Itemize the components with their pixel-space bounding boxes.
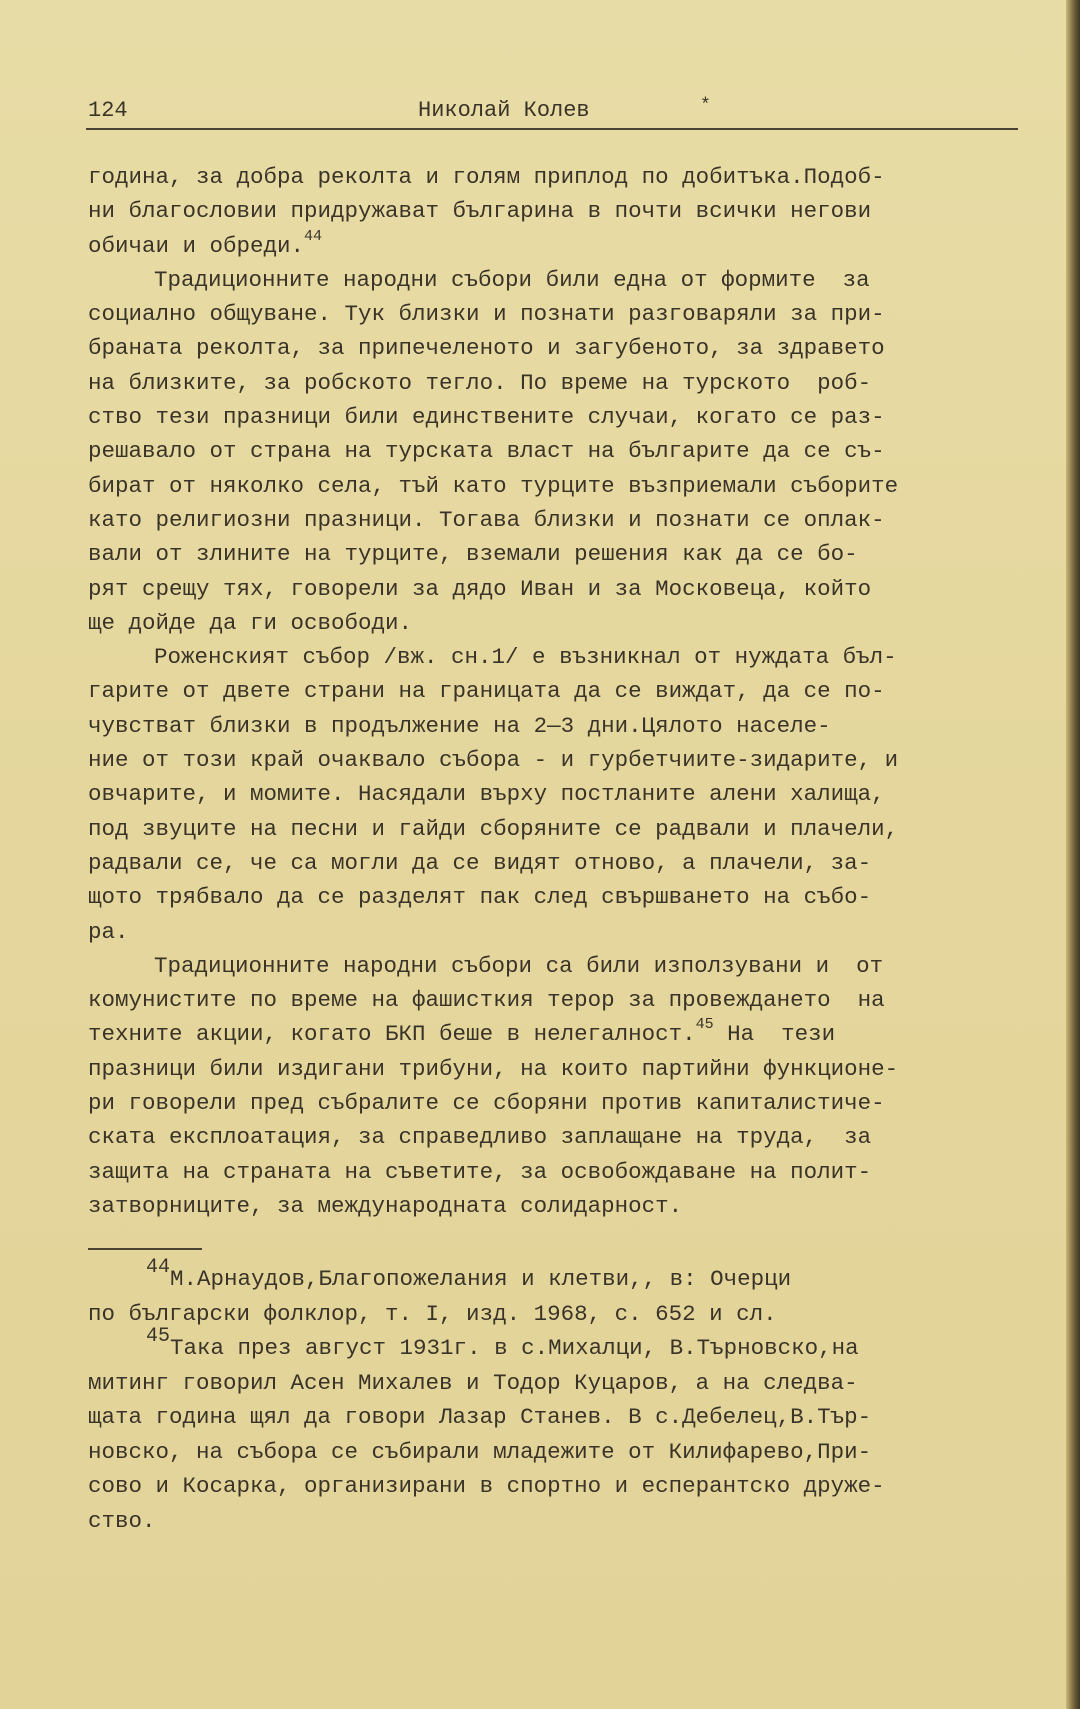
text-line [88, 297, 1030, 331]
page-edge-shadow [1066, 0, 1080, 1709]
line-text: техните акции, когато БКП беше в нелегалност. [88, 1021, 696, 1048]
footnote-text: митинг говорил Асен Михалев и Тодор Куцаров, а на следва- [88, 1369, 858, 1396]
line-text: рят срещу тях, говорели за дядо Иван и за Московеца, който [88, 575, 872, 602]
text-line [88, 1017, 1030, 1051]
header-rule [86, 128, 1018, 130]
text-line [88, 263, 1030, 297]
footnote-text: по български фолклор, т. I, изд. 1968, с. 652 и сл. [88, 1300, 777, 1327]
footnote-45 [88, 1325, 1030, 1538]
text-line [88, 400, 1030, 434]
header-mark: * [700, 96, 711, 116]
footnote-marker: 45 [146, 1325, 171, 1348]
text-line [88, 1086, 1030, 1120]
line-text: Традиционните народни събори са били използувани и от [154, 952, 884, 979]
text-line [88, 1155, 1030, 1189]
line-text: браната реколта, за припечеленото и загубеното, за здравето [88, 335, 885, 362]
footnote-line [88, 1504, 1030, 1539]
text-line [88, 949, 1030, 983]
text-line [88, 709, 1030, 743]
line-text: Роженският събор /вж. сн.1/ е възникнал от нуждата бъл- [154, 644, 897, 671]
line-text: защита на страната на съветите, за освобождаване на полит- [88, 1158, 872, 1185]
text-line [88, 194, 1030, 228]
text-line [88, 469, 1030, 503]
footnote-line [88, 1325, 1030, 1366]
text-line [88, 503, 1030, 537]
line-text: чувстват близки в продължение на 2—3 дни.Цялото населе- [88, 712, 831, 739]
footnote-line [88, 1256, 1030, 1297]
text-line [88, 160, 1030, 194]
footnote-marker: 44 [146, 1256, 171, 1279]
text-line [88, 537, 1030, 571]
footnote-text: М.Арнаудов,Благопожелания и клетви,, в: Очерци [170, 1266, 792, 1292]
line-text: ра. [88, 918, 129, 945]
footnote-text: щата година щял да говори Лазар Станев. В с.Дебелец,В.Тър- [88, 1404, 872, 1430]
text-line [88, 366, 1030, 400]
footnote-line [88, 1297, 1030, 1332]
line-text: празници били издигани трибуни, на които партийни функционе- [88, 1055, 899, 1082]
line-text: гарите от двете страни на границата да се виждат, да се по- [88, 678, 885, 705]
text-line [88, 743, 1030, 777]
line-text: овчарите, и момите. Насядали върху постланите алени халища, [88, 781, 885, 808]
text-line [88, 880, 1030, 914]
line-text: решавало от страна на турската власт на българите да се съ- [88, 438, 885, 465]
text-line [88, 434, 1030, 468]
line-text: Традиционните народни събори били една от формите за [154, 266, 870, 293]
line-text: ни благословии придружават българина в почти всички негови [88, 198, 872, 225]
line-text: затворниците, за международната солидарност. [88, 1192, 683, 1219]
footnote-44 [88, 1256, 1030, 1331]
footnote-text: новско, на събора се събирали младежите от Килифарево,При- [88, 1438, 872, 1465]
text-line [88, 229, 1030, 263]
line-text: социално общуване. Тук близки и познати разговаряли за при- [88, 301, 885, 328]
footnote-text: сово и Косарка, организирани в спортно и есперантско друже- [88, 1473, 885, 1499]
line-text: ние от този край очаквало събора - и гурбетчиите-зидарите, и [88, 747, 899, 774]
text-line [88, 777, 1030, 811]
line-text: като религиозни празници. Тогава близки и познати се оплак- [88, 506, 885, 533]
line-text: на близките, за робското тегло. По време на турското роб- [88, 369, 872, 396]
running-head-author: Николай Колев [418, 98, 590, 123]
line-text-after-ref: На тези [713, 1021, 836, 1048]
text-line [88, 606, 1030, 640]
text-line [88, 331, 1030, 365]
running-header [88, 98, 1016, 128]
text-line [88, 983, 1030, 1017]
text-line [88, 674, 1030, 708]
line-text: бират от няколко села, тъй като турците възприемали съборите [88, 472, 899, 499]
footnote-text: Така през август 1931г. в с.Михалци, В.Търновско,на [170, 1335, 859, 1361]
text-line [88, 572, 1030, 606]
page-number: 124 [88, 98, 128, 123]
text-line [88, 1052, 1030, 1086]
line-text: обичаи и обреди. [88, 232, 305, 259]
footnote-line [88, 1400, 1030, 1435]
footnote-rule [88, 1248, 202, 1250]
text-line [88, 640, 1030, 674]
line-text: комунистите по време на фашисткия терор за провеждането на [88, 987, 885, 1014]
text-line [88, 1120, 1030, 1154]
line-text: ство тези празници били единствените случаи, когато се раз- [88, 404, 885, 431]
footnote-line [88, 1469, 1030, 1504]
footnote-line [88, 1435, 1030, 1470]
text-line [88, 915, 1030, 949]
text-line [88, 1189, 1030, 1223]
text-line [88, 812, 1030, 846]
footnote-line [88, 1366, 1030, 1401]
line-text: щото трябвало да се разделят пак след свършването на събо- [88, 884, 872, 911]
line-text: година, за добра реколта и голям приплод по добитъка.Подоб- [88, 164, 885, 190]
line-text: вали от злините на турците, вземали решения как да се бо- [88, 541, 858, 568]
line-text: ри говорели пред събралите се сборяни против капиталистиче- [88, 1090, 885, 1117]
footnote-ref[interactable]: 45 [695, 1016, 714, 1034]
line-text: ще дойде да ги освободи. [88, 609, 413, 636]
line-text: под звуците на песни и гайди сборяните се радвали и плачели, [88, 815, 899, 842]
line-text: радвали се, че са могли да се видят отново, а плачели, за- [88, 849, 872, 876]
footnote-ref[interactable]: 44 [304, 227, 323, 245]
line-text: ската експлоатация, за справедливо заплащане на труда, за [88, 1124, 872, 1151]
footnote-text: ство. [88, 1507, 156, 1534]
body-text [88, 160, 1030, 1223]
footnotes [88, 1256, 1030, 1538]
text-line [88, 846, 1030, 880]
